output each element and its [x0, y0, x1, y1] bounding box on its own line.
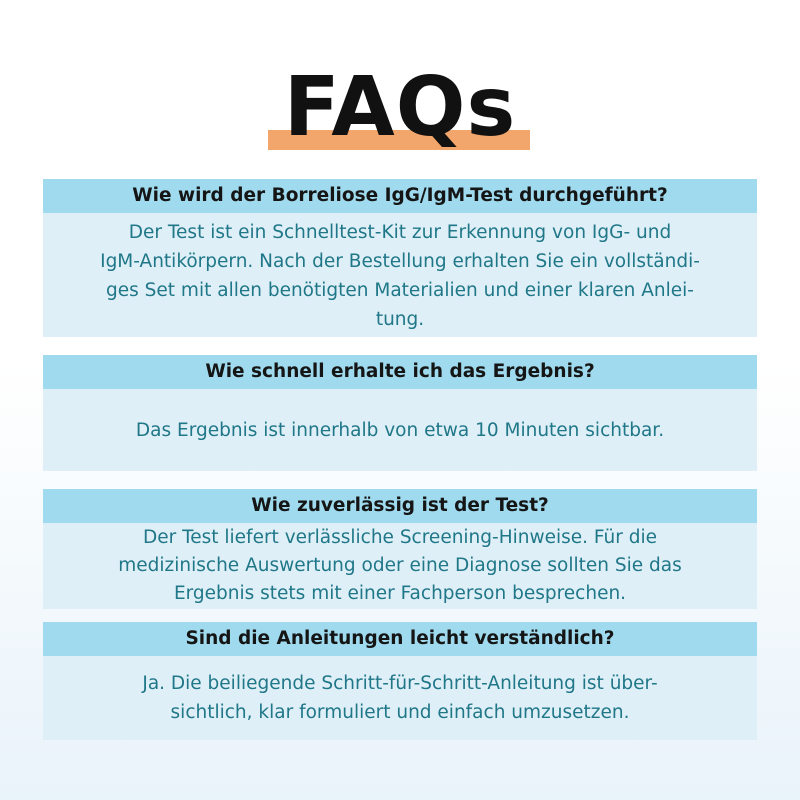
faq-question: Wie schnell erhalte ich das Ergebnis? [43, 355, 757, 389]
faq-item [43, 489, 757, 609]
faq-answer [43, 389, 757, 471]
faq-answer [43, 523, 757, 609]
faq-item [43, 355, 757, 471]
answer-line: Der Test ist ein Schnelltest-Kit zur Erkennung von IgG- und [128, 222, 672, 243]
answer-line: tung. [375, 309, 425, 330]
faq-question: Sind die Anleitungen leicht verständlich? [43, 622, 757, 656]
answer-line: IgM-Antikörpern. Nach der Bestellung erhalten Sie ein vollständi- [100, 251, 700, 272]
faq-answer [43, 213, 757, 337]
answer-line: Der Test liefert verlässliche Screening-Hinweise. Für die [142, 527, 658, 548]
faq-answer [43, 656, 757, 740]
page-title: FAQs [283, 60, 517, 155]
faq-item [43, 622, 757, 740]
answer-line: Das Ergebnis ist innerhalb von etwa 10 Minuten sichtbar. [135, 419, 665, 441]
faq-heading [0, 58, 800, 158]
answer-line: medizinische Auswertung oder eine Diagnose sollten Sie das [118, 555, 682, 576]
answer-line: Ergebnis stets mit einer Fachperson besprechen. [173, 583, 627, 604]
answer-line: ges Set mit allen benötigten Materialien und einer klaren Anlei- [106, 280, 694, 301]
faq-question: Wie zuverlässig ist der Test? [43, 489, 757, 523]
faq-question: Wie wird der Borreliose IgG/IgM-Test durchgeführt? [43, 179, 757, 213]
answer-line: Ja. Die beiliegende Schritt-für-Schritt-Anleitung ist über- [142, 673, 658, 694]
answer-line: sichtlich, klar formuliert und einfach umzusetzen. [170, 702, 630, 723]
faq-item [43, 179, 757, 337]
